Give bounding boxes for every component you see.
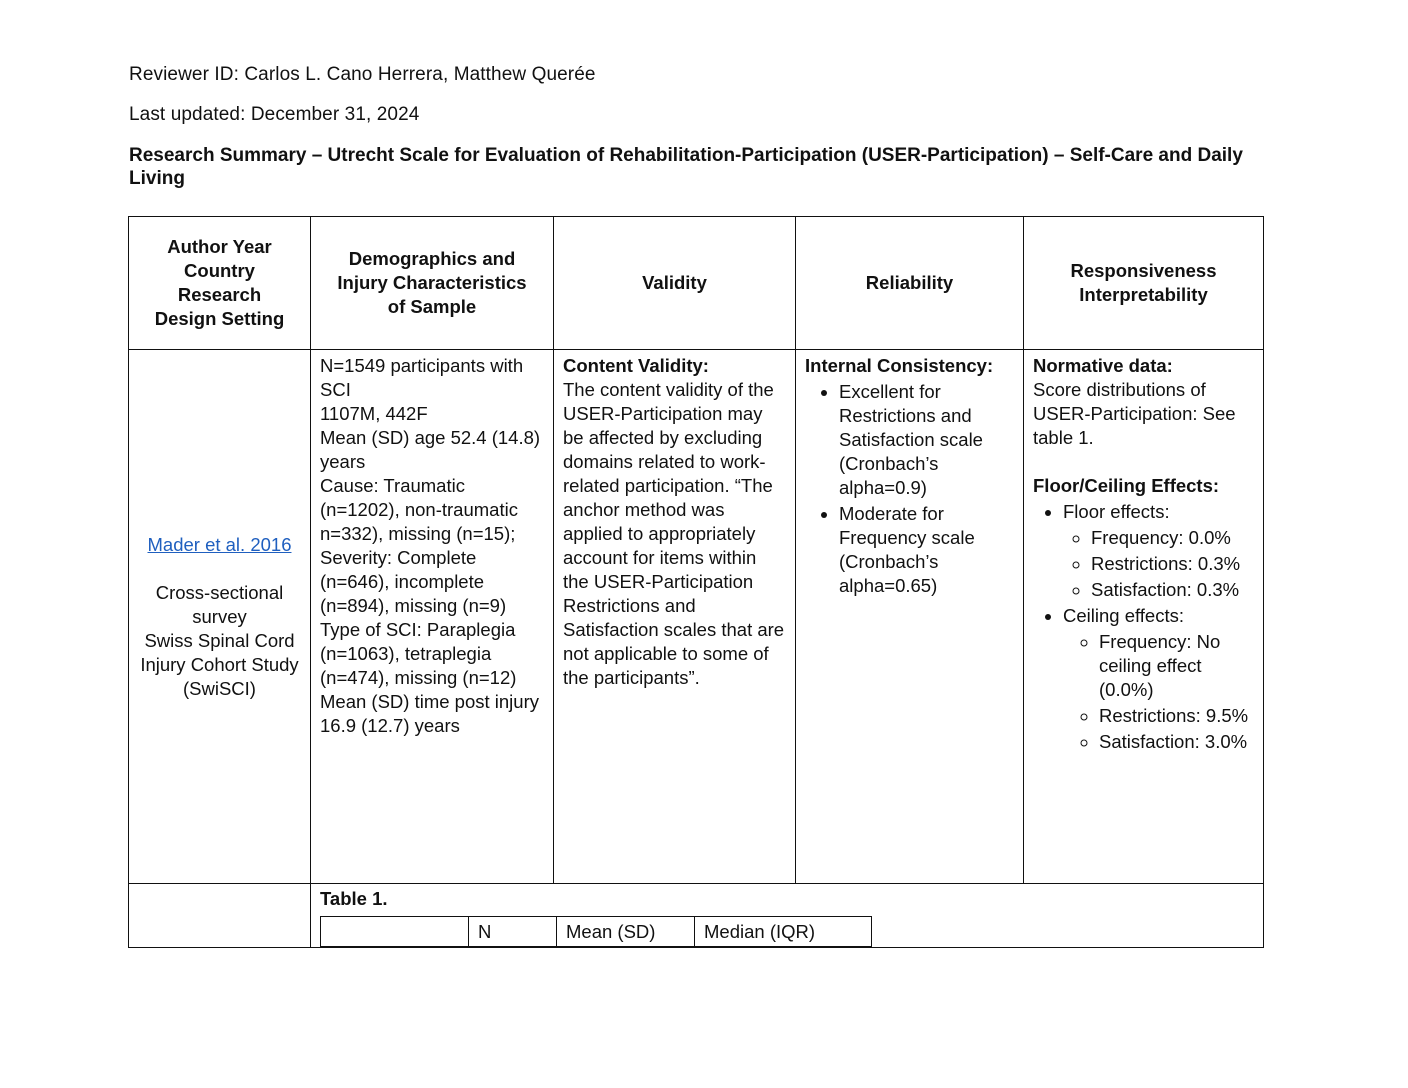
demo-line: Mean (SD) age 52.4 (14.8) years <box>320 427 541 472</box>
effects-list <box>1033 500 1254 754</box>
table1-label: Table 1. <box>320 888 388 909</box>
ceiling-effects-item: • Ceiling effects: ◦ Frequency: No ceiling effect (0.0%) ◦ Restrictions: 9.5% ◦ Satisfaction: 3.0% <box>1063 604 1254 754</box>
study-setting: Swiss Spinal Cord Injury Cohort Study (SwiSCI) <box>140 629 299 699</box>
empty-cell <box>129 884 311 948</box>
reliability-list <box>805 380 1014 598</box>
normative-heading: Normative data: <box>1033 355 1173 376</box>
responsiveness-cell <box>1024 350 1264 884</box>
research-summary-table <box>128 216 1264 948</box>
table1-header: N <box>469 917 557 947</box>
study-link[interactable]: Mader et al. 2016 <box>147 533 292 555</box>
table1-cell <box>311 884 1264 948</box>
last-updated: Last updated: December 31, 2024 <box>129 104 420 125</box>
col-header-responsiveness: Responsiveness Interpretability <box>1024 217 1264 350</box>
reliability-cell <box>796 350 1024 884</box>
list-item: ◦ Restrictions: 0.3% <box>1091 552 1254 576</box>
list-item: ◦ Satisfaction: 3.0% <box>1099 730 1254 754</box>
col-header-reliability: Reliability <box>796 217 1024 350</box>
list-item: ◦ Frequency: No ceiling effect (0.0%) <box>1099 630 1254 702</box>
demographics-cell <box>311 350 554 884</box>
list-item: ◦ Restrictions: 9.5% <box>1099 704 1254 728</box>
demo-line: Severity: Complete (n=646), incomplete (n=894), missing (n=9) <box>320 547 507 616</box>
list-item: • Moderate for Frequency scale (Cronbach’s alpha=0.65) <box>839 502 1014 598</box>
list-item: ◦ Frequency: 0.0% <box>1091 526 1254 550</box>
normative-text: Score distributions of USER-Participation: See table 1. <box>1033 379 1236 448</box>
page-title: Research Summary – Utrecht Scale for Evaluation of Rehabilitation-Participation (USER-Participation) – Self-Care and Daily Living <box>129 145 1243 189</box>
reviewer-id: Reviewer ID: Carlos L. Cano Herrera, Matthew Querée <box>129 64 596 85</box>
demo-line: N=1549 participants with SCI <box>320 355 524 400</box>
col-header-demographics: Demographics and Injury Characteristics of Sample <box>311 217 554 350</box>
content-validity-text: The content validity of the USER-Participation may be affected by excluding domains related to work-related participation. “The anchor method was applied to appropriately account for items within the USER-Participation Restrictions and Satisfaction scales that are not applicable to some of the participants”. <box>563 379 785 688</box>
table1-header: Median (IQR) <box>695 917 872 947</box>
col-header-author: Author Year Country Research Design Setting <box>129 217 311 350</box>
demo-line: 1107M, 442F <box>320 403 428 424</box>
demo-line: Mean (SD) time post injury 16.9 (12.7) years <box>320 691 539 736</box>
research-design: Cross-sectional survey <box>155 581 284 627</box>
floor-ceiling-heading: Floor/Ceiling Effects: <box>1033 475 1220 496</box>
internal-consistency-heading: Internal Consistency: <box>805 355 994 376</box>
table1-header: Mean (SD) <box>557 917 695 947</box>
content-validity-heading: Content Validity: <box>563 355 709 376</box>
ceiling-effects-list <box>1063 630 1254 754</box>
validity-cell <box>554 350 796 884</box>
study-cell <box>129 350 311 884</box>
floor-effects-list <box>1063 526 1254 602</box>
col-header-validity: Validity <box>554 217 796 350</box>
table1-header <box>321 917 469 947</box>
list-item: ◦ Satisfaction: 0.3% <box>1091 578 1254 602</box>
table-row <box>321 917 872 947</box>
demo-line: Cause: Traumatic (n=1202), non-traumatic n=332), missing (n=15); <box>320 475 518 544</box>
demo-line: Type of SCI: Paraplegia (n=1063), tetraplegia (n=474), missing (n=12) <box>320 619 517 688</box>
list-item: • Excellent for Restrictions and Satisfaction scale (Cronbach’s alpha=0.9) <box>839 380 1014 500</box>
table1 <box>320 916 872 947</box>
floor-effects-item: • Floor effects: ◦ Frequency: 0.0% ◦ Restrictions: 0.3% ◦ Satisfaction: 0.3% <box>1063 500 1254 602</box>
